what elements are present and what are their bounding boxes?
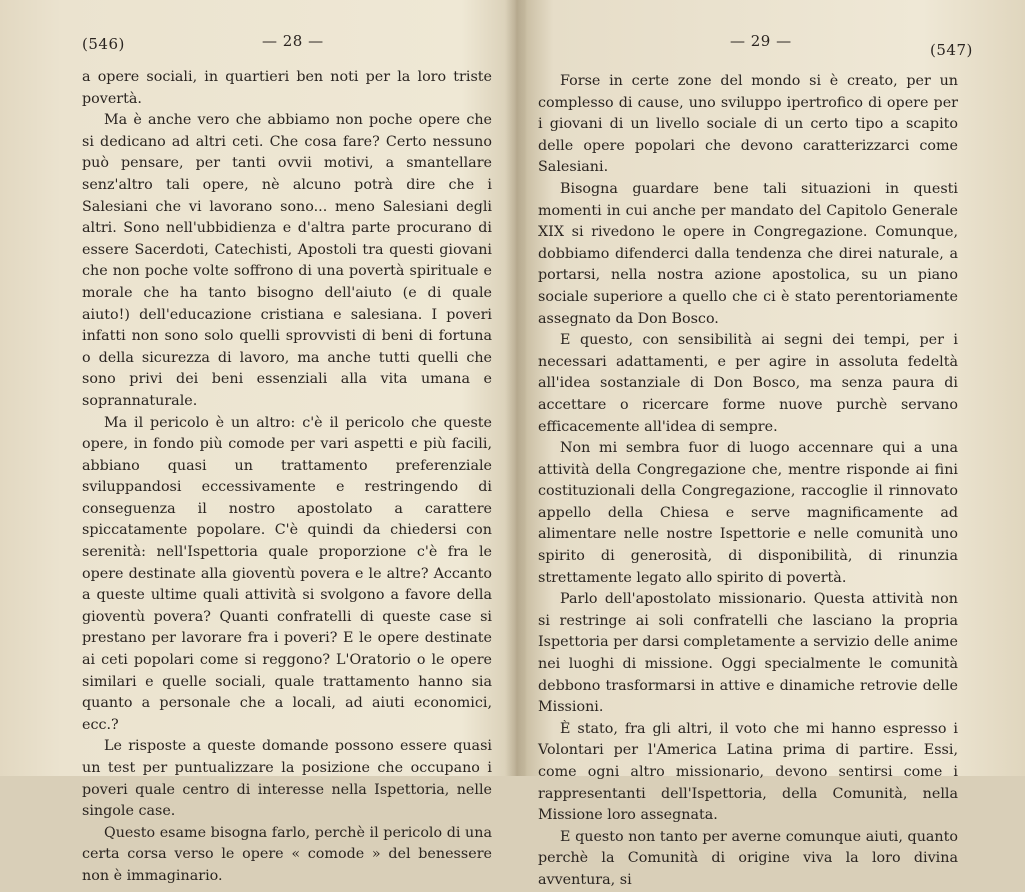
right-page-text — [538, 71, 958, 892]
paragraph: Ma è anche vero che abbiamo non poche opere che si dedicano ad altri ceti. Che cosa fare? Certo nessuno può pensare, per tanti ovvii motivi, a smantellare senz'altro tali opere, nè alcuno potrà dire che i Salesiani che vi lavorano sono... meno Salesiani degli altri. Sono nell'ubbidienza e d'altra parte procurano di essere Sacerdoti, Catechisti, Apostoli tra questi giovani che non poche volte soffrono di una povertà spirituale e morale che ha tanto bisogno dell'aiuto (e di quale aiuto!) dell'educazione cristiana e salesiana. I poveri infatti non sono solo quelli sprovvisti di beni di fortuna o della sicurezza di lavoro, ma anche tutti quelli che sono privi dei beni essenziali alla vita umana e soprannaturale. — [82, 112, 492, 409]
paragraph: Forse in certe zone del mondo si è creato, per un complesso di cause, uno sviluppo ipertrofico di opere per i giovani di un livello sociale di un certo tipo a scapito delle opere popolari che devono caratterizzarci come Salesiani. — [538, 73, 958, 176]
left-margin-number: (546) — [82, 35, 125, 53]
paragraph: E questo, con sensibilità ai segni dei tempi, per i necessari adattamenti, e per agire in assoluta fedeltà all'idea sostanziale di Don Bosco, ma senza paura di accettare o ricercare forme nuove purchè servano efficacemente all'idea di sempre. — [538, 332, 958, 435]
paragraph: È stato, fra gli altri, il voto che mi hanno espresso i Volontari per l'America Latina prima di partire. Essi, come ogni altro missionario, devono sentirsi come i rappresentanti dell'Ispettoria, della Comunità, nella Missione loro assegnata. — [538, 720, 958, 824]
paragraph: Le risposte a queste domande possono essere quasi un test per puntualizzare la posizione che occupano i poveri quale centro di interesse nella Ispettoria, nelle singole case. — [82, 738, 492, 820]
paragraph: a opere sociali, in quartieri ben noti per la loro triste povertà. — [82, 69, 492, 107]
left-page — [0, 0, 512, 884]
left-page-text — [82, 67, 492, 888]
paragraph: Questo esame bisogna farlo, perchè il pericolo di una certa corsa verso le opere « comode » del benessere non è immaginario. — [82, 824, 492, 884]
paragraph: Ma il pericolo è un altro: c'è il pericolo che queste opere, in fondo più comode per vari aspetti e più facili, abbiano quasi un trattamento preferenziale sviluppandosi eccessivamente e restringendo di conseguenza il nostro apostolato a carattere spiccatamente popolare. C'è quindi da chiedersi con serenità: nell'Ispettoria quale proporzione c'è fra le opere destinate alla gioventù povera e le altre? Accanto a queste ultime quali attività si svolgono a favore della gioventù povera? Quanti confratelli di queste case si prestano per lavorare fra i poveri? E le opere destinate ai ceti popolari come si reggono? L'Oratorio o le opere similari e quelle sociali, quale trattamento hanno sia quanto a personale che a locali, ad aiuti economici, ecc.? — [82, 414, 492, 733]
paragraph: Non mi sembra fuor di luogo accennare qui a una attività della Congregazione che, mentre risponde ai fini costituzionali della Congregazione, raccoglie il rinnovato appello della Chiesa e serve magnificamente ad alimentare nelle nostre Ispettorie e nelle comunità uno spirito di generosità, di disponibilità, di rinunzia strettamente legato allo spirito di povertà. — [538, 440, 958, 586]
right-page-number: — 29 — — [730, 32, 792, 50]
right-page — [520, 0, 1025, 888]
paragraph: Bisogna guardare bene tali situazioni in questi momenti in cui anche per mandato del Capitolo Generale XIX si rivedono le opere in Congregazione. Comunque, dobbiamo difenderci dalla tendenza che direi naturale, a portarsi, nella nostra azione apostolica, su un piano sociale superiore a quello che ci è stato perentoriamente assegnato da Don Bosco. — [538, 180, 958, 327]
paragraph: Parlo dell'apostolato missionario. Questa attività non si restringe ai soli confratelli che lasciano la propria Ispettoria per darsi completamente a servizio delle anime nei luoghi di missione. Oggi specialmente le comunità debbono trasformarsi in attive e dinamiche retrovie delle Missioni. — [538, 591, 958, 716]
paragraph: E questo non tanto per averne comunque aiuti, quanto perchè la Comunità di origine viva la loro divina avventura, si — [538, 828, 958, 888]
left-page-number: — 28 — — [262, 32, 324, 50]
right-margin-number: (547) — [930, 41, 973, 59]
